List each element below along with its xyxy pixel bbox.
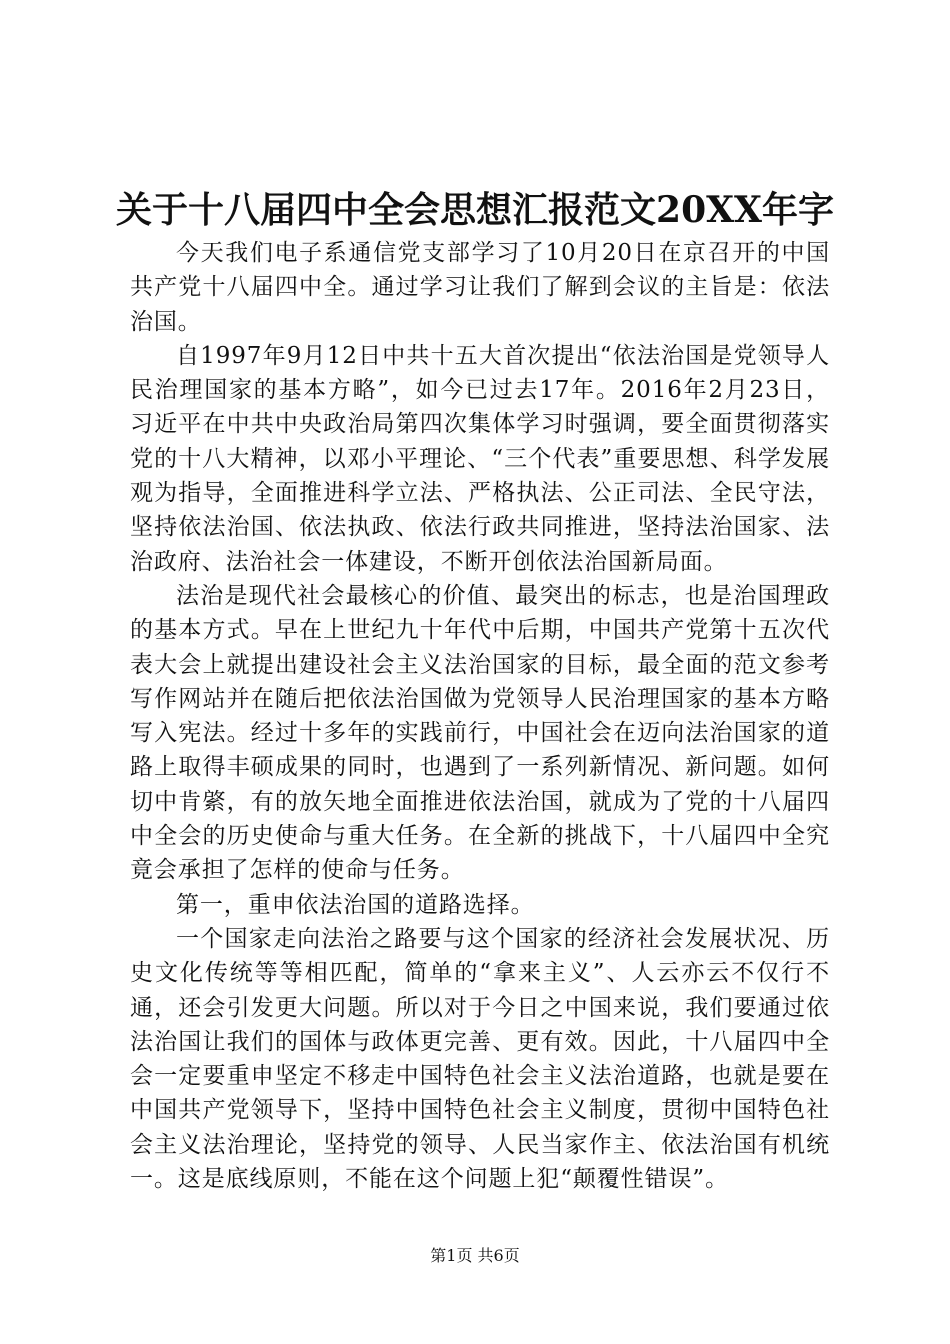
paragraph-history: 自1997年9月12日中共十五大首次提出“依法治国是党领导人民治理国家的基本方略”，如今已过去17年。2016年2月23日，习近平在中共中央政治局第四次集体学习时强调，要全面贯彻落实党的十八大精神，以邓小平理论、“三个代表”重要思想、科学发展观为指导，全面推进科学立法、严格执法、公正司法、全民守法，坚持依法治国、依法执政、依法行政共同推进，坚持法治国家、法治政府、法治社会一体建设，不断开创依法治国新局面。 bbox=[130, 342, 830, 575]
document-body bbox=[130, 236, 830, 1196]
paragraph-path-choice: 一个国家走向法治之路要与这个国家的经济社会发展状况、历史文化传统等等相匹配，简单的“拿来主义”、人云亦云不仅行不通，还会引发更大问题。所以对于今日之中国来说，我们要通过依法治国让我们的国体与政体更完善、更有效。因此，十八届四中全会一定要重申坚定不移走中国特色社会主义法治道路，也就是要在中国共产党领导下，坚持中国特色社会主义制度，贯彻中国特色社会主义法治理论，坚持党的领导、人民当家作主、依法治国有机统一。这是底线原则，不能在这个问题上犯“颠覆性错误”。 bbox=[130, 925, 830, 1193]
paragraph-rule-of-law: 法治是现代社会最核心的价值、最突出的标志，也是治国理政的基本方式。早在上世纪九十年代中后期，中国共产党第十五次代表大会上就提出建设社会主义法治国家的目标，最全面的范文参考写作网站并在随后把依法治国做为党领导人民治理国家的基本方略写入宪法。经过十多年的实践前行，中国社会在迈向法治国家的道路上取得丰硕成果的同时，也遇到了一系列新情况、新问题。如何切中肯綮，有的放矢地全面推进依法治国，就成为了党的十八届四中全会的历史使命与重大任务。在全新的挑战下，十八届四中全究竟会承担了怎样的使命与任务。 bbox=[130, 582, 830, 884]
paragraph-intro: 今天我们电子系通信党支部学习了10月20日在京召开的中国共产党十八届四中全。通过学习让我们了解到会议的主旨是：依法治国。 bbox=[130, 240, 830, 335]
paragraph-first-point: 第一，重申依法治国的道路选择。 bbox=[176, 891, 535, 918]
page-number-footer: 第1页 共6页 bbox=[430, 1246, 520, 1265]
document-title: 关于十八届四中全会思想汇报范文20XX年字 bbox=[116, 189, 834, 231]
